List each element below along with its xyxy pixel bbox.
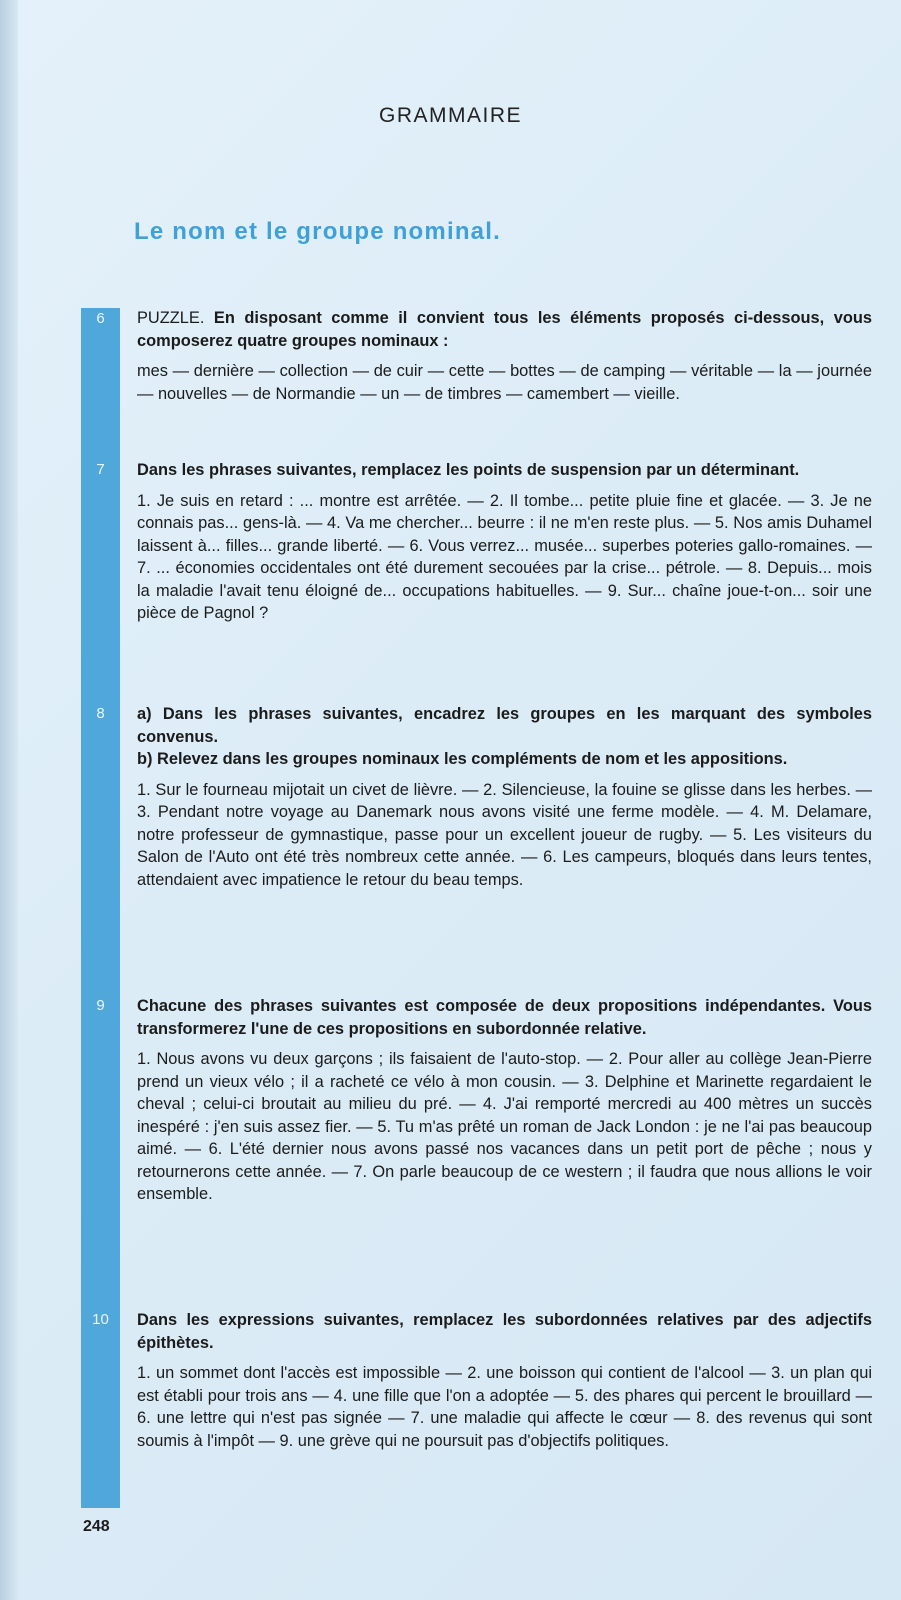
exercise-6-label: PUZZLE. <box>137 309 205 327</box>
exercise-6 <box>137 307 872 405</box>
chapter-title: Le nom et le groupe nominal. <box>134 218 501 245</box>
exercise-number-9: 9 <box>96 997 105 1014</box>
exercise-7-instruction: Dans les phrases suivantes, remplacez les points de suspension par un déterminant. <box>137 461 800 479</box>
section-header: GRAMMAIRE <box>378 104 522 127</box>
exercise-9-body: 1. Nous avons vu deux garçons ; ils faisaient de l'auto-stop. — 2. Pour aller au collège Jean-Pierre prend un vieux vélo ; il a racheté ce vélo à mon cousin. — 3. Delphine et Marinette regardaient le cheval ; celui-ci broutait au milieu du pré. — 4. J'ai remporté mercredi au 400 mètres un succès inespéré : j'en suis assez fier. — 5. Tu m'as prêté un roman de Jack London : je ne l'ai pas beaucoup aimé. — 6. L'été dernier nous avons passé nos vacances dans un petit port de pêche ; nous y retournerons cette année. — 7. On parle beaucoup de ce western ; il faudra que nous allions le voir ensemble. <box>137 1050 872 1203</box>
exercise-number-8: 8 <box>96 705 105 722</box>
exercise-10-instruction: Dans les expressions suivantes, remplacez les subordonnées relatives par des adjectifs épithètes. <box>137 1311 872 1352</box>
page-edge <box>0 0 18 1600</box>
exercise-9 <box>137 995 872 1206</box>
exercise-8-body: 1. Sur le fourneau mijotait un civet de lièvre. — 2. Silencieuse, la fouine se glisse dans les herbes. — 3. Pendant notre voyage au Danemark nous avons visité une ferme modèle. — 4. M. Delamare, notre professeur de gymnastique, passe pour un excellent joueur de rugby. — 5. Les visiteurs du Salon de l'Auto ont été très nombreux cette année. — 6. Les campeurs, bloqués dans leurs tentes, attendaient avec impatience le retour du beau temps. <box>137 780 872 889</box>
exercise-7 <box>137 459 872 625</box>
exercise-10-body: 1. un sommet dont l'accès est impossible — 2. une boisson qui contient de l'alcool — 3. un plan qui est établi pour trois ans — 4. une fille que l'on a adoptée — 5. des phares qui percent le brouillard — 6. une lettre qui n'est pas signée — 7. une maladie qui affecte le cœur — 8. des revenus qui sont soumis à l'impôt — 9. une grève qui ne poursuit pas d'objectifs politiques. <box>137 1364 872 1450</box>
exercise-6-body: mes — dernière — collection — de cuir — cette — bottes — de camping — véritable — la — journée — nouvelles — de Normandie — un — de timbres — camembert — vieille. <box>137 362 872 403</box>
exercise-8-instruction-a: a) Dans les phrases suivantes, encadrez les groupes en les marquant des symboles convenus. <box>137 705 872 746</box>
exercise-number-10: 10 <box>92 1311 109 1328</box>
page-number: 248 <box>83 1518 110 1535</box>
exercise-6-instruction-text: En disposant comme il convient tous les éléments proposés ci-dessous, vous composerez quatre groupes nominaux : <box>137 309 872 350</box>
exercise-margin-bar <box>81 308 120 1508</box>
exercise-8 <box>137 703 872 891</box>
exercise-6-instruction <box>137 307 872 352</box>
exercise-10 <box>137 1309 872 1452</box>
exercise-7-body: 1. Je suis en retard : ... montre est arrêtée. — 2. Il tombe... petite pluie fine et glacée. — 3. Je ne connais pas... gens-là. — 4. Va me chercher... beurre : il ne m'en reste plus. — 5. Nos amis Duhamel laissent à... filles... grande liberté. — 6. Vous verrez... musée... superbes poteries gallo-romaines. — 7. ... économies occidentales ont été durement secouées par la crise... pétrole. — 8. Depuis... mois la maladie l'avait tenu éloigné de... occupations habituelles. — 9. Sur... chaîne joue-t-on... soir une pièce de Pagnol ? <box>137 491 872 622</box>
exercise-number-6: 6 <box>96 310 105 327</box>
exercise-8-instruction-b: b) Relevez dans les groupes nominaux les compléments de nom et les appositions. <box>137 750 788 768</box>
exercise-9-instruction: Chacune des phrases suivantes est composée de deux propositions indépendantes. Vous transformerez l'une de ces propositions en subordonnée relative. <box>137 997 872 1038</box>
exercise-number-7: 7 <box>96 461 105 478</box>
